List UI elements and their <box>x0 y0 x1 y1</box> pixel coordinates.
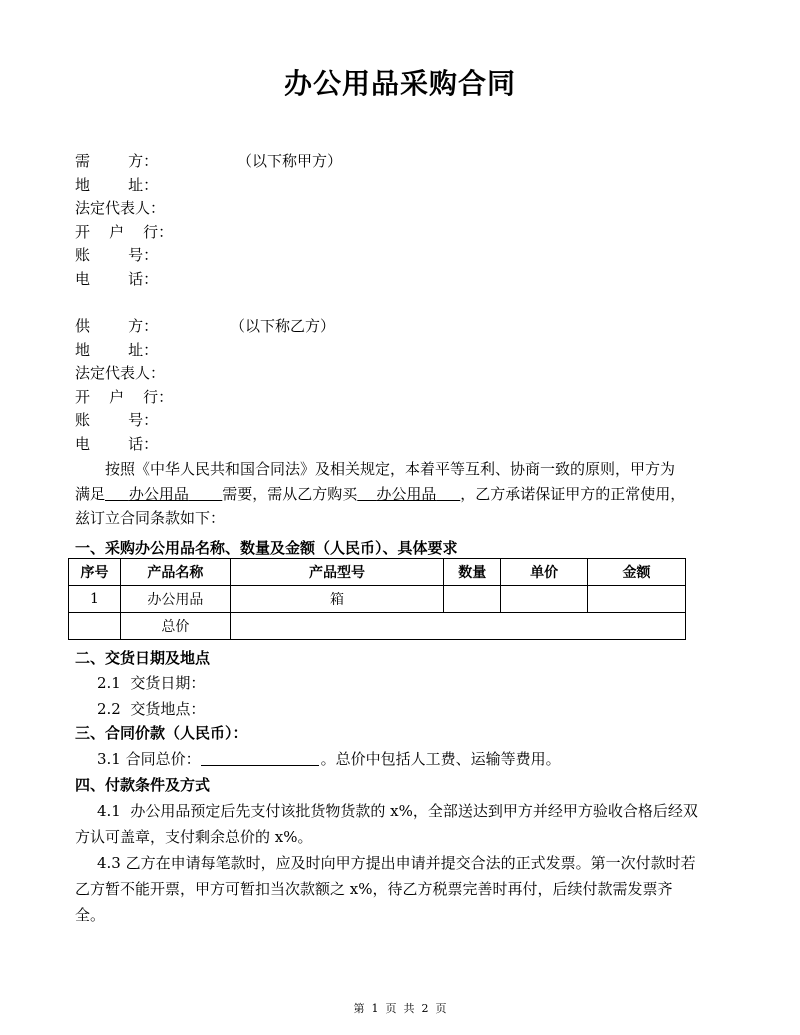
party-a-row-legal-rep <box>75 197 173 221</box>
cell-total-value <box>230 613 685 640</box>
intro-line-3: 兹订立合同条款如下： <box>75 509 226 527</box>
clause-4-3-line-2: 乙方暂不能开票，甲方可暂扣当次款额之 x%，待乙方税票完善时再付，后续付款需发票齐 <box>75 880 673 898</box>
page-footer: 第 1 页 共 2 页 <box>353 1002 447 1015</box>
cell-index: 1 <box>69 586 121 613</box>
contract-title: 办公用品采购合同 <box>283 67 516 100</box>
table-total-row <box>69 613 686 640</box>
clause-4-1-line-1: 4.1 办公用品预定后先支付该批货物货款的 x%，全部送达到甲方并经甲方验收合格后经双 <box>97 802 698 820</box>
clause-4-3-line-3: 全。 <box>75 906 106 924</box>
column-header-product-name: 产品名称 <box>120 559 230 586</box>
intro-text: ，乙方承诺保证甲方的正常使用， <box>460 484 686 503</box>
total-price-label: 3.1 合同总价： <box>97 750 201 768</box>
party-a-row-account <box>75 244 173 268</box>
field-label: 电 话： <box>75 269 159 288</box>
purpose-value: 办公用品 <box>128 484 189 503</box>
payment-clause-4-1 <box>75 798 725 850</box>
total-price-blank <box>201 751 319 766</box>
section-1-heading: 一、采购办公用品名称、数量及金额（人民币）、具体要求 <box>75 539 458 557</box>
column-header-quantity: 数量 <box>444 559 501 586</box>
products-table <box>68 558 686 640</box>
field-label: 地 址： <box>75 175 159 194</box>
intro-paragraph <box>75 457 725 531</box>
party-b-row-supplier <box>75 315 336 339</box>
field-label: 账 号： <box>75 411 159 429</box>
field-label: 法定代表人： <box>75 199 166 217</box>
total-price-item <box>97 748 561 769</box>
cell-empty <box>69 613 121 640</box>
intro-text: 需要，需从乙方购买 <box>222 484 358 503</box>
party-a-row-phone <box>75 268 173 292</box>
party-b-note: （以下称乙方） <box>230 317 336 335</box>
total-price-note: 。总价中包括人工费、运输等费用。 <box>320 750 561 768</box>
field-label: 法定代表人： <box>75 364 166 382</box>
column-header-amount: 金额 <box>588 559 686 586</box>
party-a-block <box>75 150 343 291</box>
payment-clause-4-3 <box>75 850 725 928</box>
column-header-model: 产品型号 <box>230 559 444 586</box>
clause-4-3-line-1: 4.3 乙方在申请每笔款时，应及时向甲方提出申请并提交合法的正式发票。第一次付款时若 <box>97 854 696 872</box>
purchase-item-blank <box>357 485 460 503</box>
purchase-purpose-blank <box>105 485 222 503</box>
party-b-row-bank <box>75 386 173 410</box>
section-2-heading: 二、交货日期及地点 <box>75 649 211 667</box>
field-label: 需 方： <box>75 152 159 170</box>
cell-amount <box>588 586 686 613</box>
field-label: 供 方： <box>75 317 159 335</box>
party-b-block <box>75 315 336 456</box>
item-value: 办公用品 <box>376 484 437 503</box>
intro-line-2 <box>75 482 725 507</box>
section-3-heading: 三、合同价款（人民币）： <box>75 724 248 742</box>
cell-product-name: 办公用品 <box>120 586 230 613</box>
party-a-row-address <box>75 174 173 198</box>
delivery-date-item: 2.1 交货日期： <box>97 674 206 692</box>
cell-total-label: 总价 <box>120 613 230 640</box>
delivery-location-item: 2.2 交货地点： <box>97 700 206 718</box>
field-label: 开 户 行： <box>75 387 174 406</box>
section-4-heading: 四、付款条件及方式 <box>75 776 211 794</box>
column-header-index: 序号 <box>69 559 121 586</box>
intro-text: 满足 <box>75 484 106 503</box>
party-b-row-legal-rep <box>75 362 173 386</box>
field-label: 电 话： <box>75 434 159 453</box>
table-header-row <box>69 559 686 586</box>
cell-quantity <box>444 586 501 613</box>
field-label: 地 址： <box>75 340 159 359</box>
field-label: 账 号： <box>75 246 159 264</box>
party-a-row-bank <box>75 221 173 245</box>
table-row <box>69 586 686 613</box>
field-label: 开 户 行： <box>75 222 174 241</box>
intro-line-1: 按照《中华人民共和国合同法》及相关规定，本着平等互利、协商一致的原则，甲方为 <box>105 460 676 478</box>
party-b-row-account <box>75 409 173 433</box>
party-b-row-address <box>75 339 173 363</box>
cell-model: 箱 <box>230 586 444 613</box>
cell-unit-price <box>501 586 588 613</box>
party-a-note: （以下称甲方） <box>237 152 343 170</box>
column-header-unit-price: 单价 <box>501 559 588 586</box>
party-a-row-demander <box>75 150 343 174</box>
party-b-row-phone <box>75 433 173 457</box>
clause-4-1-line-2: 方认可盖章，支付剩余总价的 x%。 <box>75 828 313 846</box>
